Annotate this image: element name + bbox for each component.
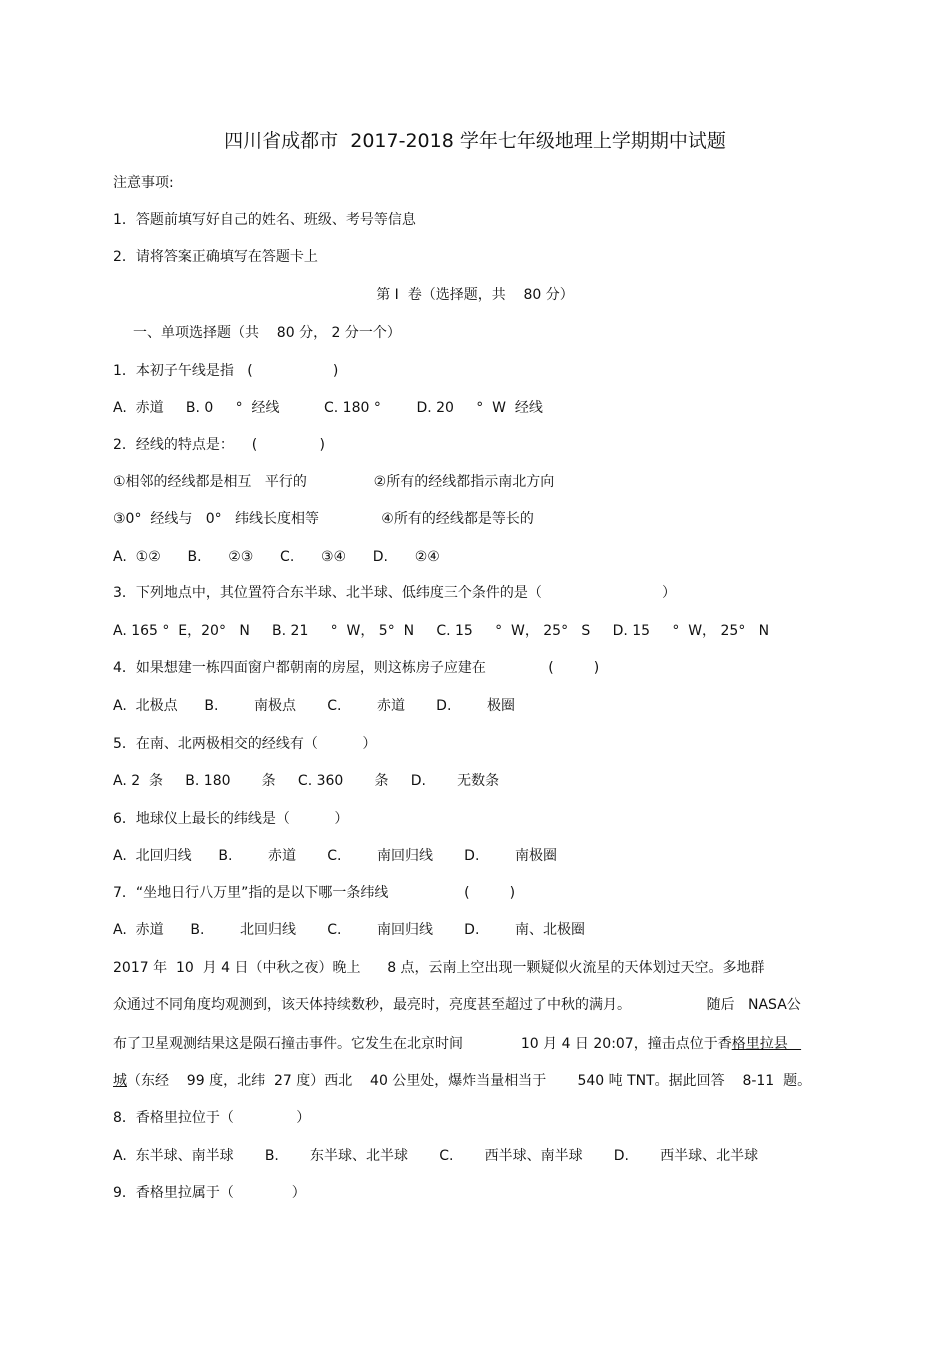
note-item-2: 2．请将答案正确填写在答题卡上 [113, 249, 318, 265]
q3-stem: 3．下列地点中，其位置符合东半球、北半球、低纬度三个条件的是（ ） [113, 585, 677, 601]
q2-item-2: ③0° 经线与 0° 纬线长度相等 ④所有的经线都是等长的 [113, 511, 534, 527]
notes-heading: 注意事项: [113, 175, 174, 191]
place-name-underlined-end: 城 [113, 1073, 127, 1089]
q8-stem: 8．香格里拉位于（ ） [113, 1110, 311, 1126]
q4-stem: 4．如果想建一栋四面窗户都朝南的房屋，则这栋房子应建在 ( ) [113, 660, 600, 676]
q5-stem: 5．在南、北两极相交的经线有（ ） [113, 736, 377, 752]
q8-options: A. 东半球、南半球 B. 东半球、北半球 C. 西半球、南半球 D. 西半球、北半球 [113, 1148, 759, 1164]
q2-item-1: ①相邻的经线都是相互 平行的 ②所有的经线都指示南北方向 [113, 474, 555, 490]
q2-options: A. ①② B. ②③ C. ③④ D. ②④ [113, 549, 440, 565]
q4-options: A. 北极点 B. 南极点 C. 赤道 D. 极圈 [113, 698, 516, 714]
passage-line-2: 众通过不同角度均观测到，该天体持续数秒，最亮时，亮度甚至超过了中秋的满月。 随后 NASA公 [113, 997, 801, 1013]
q7-stem: 7．“坐地日行八万里”指的是以下哪一条纬线 ( ) [113, 885, 516, 901]
passage-line-4 [113, 1071, 811, 1091]
q6-options: A. 北回归线 B. 赤道 C. 南回归线 D. 南极圈 [113, 848, 558, 864]
q2-stem: 2．经线的特点是： ( ) [113, 437, 325, 453]
q3-options: A. 165 ° E，20° N B. 21 ° W， 5° N C. 15 ° W， 25° S D. 15 ° W， 25° N [113, 623, 770, 639]
q1-options: A. 赤道 B. 0 ° 经线 C. 180 ° D. 20 ° W 经线 [113, 400, 543, 416]
note-item-1: 1．答题前填写好自己的姓名、班级、考号等信息 [113, 212, 416, 228]
q7-options: A. 赤道 B. 北回归线 C. 南回归线 D. 南、北极圈 [113, 922, 586, 938]
passage-line-3 [113, 1034, 801, 1054]
passage-text: 布了卫星观测结果这是陨石撞击事件。它发生在北京时间 10 月 4 日 20:07，撞击点位于香 [113, 1036, 732, 1052]
place-name-underlined: 格里拉县 [731, 1036, 802, 1052]
q5-options: A. 2 条 B. 180 条 C. 360 条 D. 无数条 [113, 773, 500, 789]
q1-stem: 1．本初子午线是指 ( ) [113, 363, 339, 379]
q6-stem: 6．地球仪上最长的纬线是（ ） [113, 811, 349, 827]
passage-line-1: 2017 年 10 月 4 日（中秋之夜）晚上 8 点，云南上空出现一颗疑似火流星的天体划过天空。多地群 [113, 960, 765, 976]
passage-text-end: （东经 99 度，北纬 27 度）西北 40 公里处，爆炸当量相当于 540 吨 TNT。据此回答 8-11 题。 [127, 1073, 812, 1089]
part-heading: 一、单项选择题（共 80 分， 2 分一个） [133, 325, 401, 341]
q9-stem: 9．香格里拉属于（ ） [113, 1185, 306, 1201]
exam-title: 四川省成都市 2017-2018 学年七年级地理上学期期中试题 [224, 130, 726, 152]
section-title: 第 I 卷（选择题，共 80 分） [376, 287, 574, 303]
